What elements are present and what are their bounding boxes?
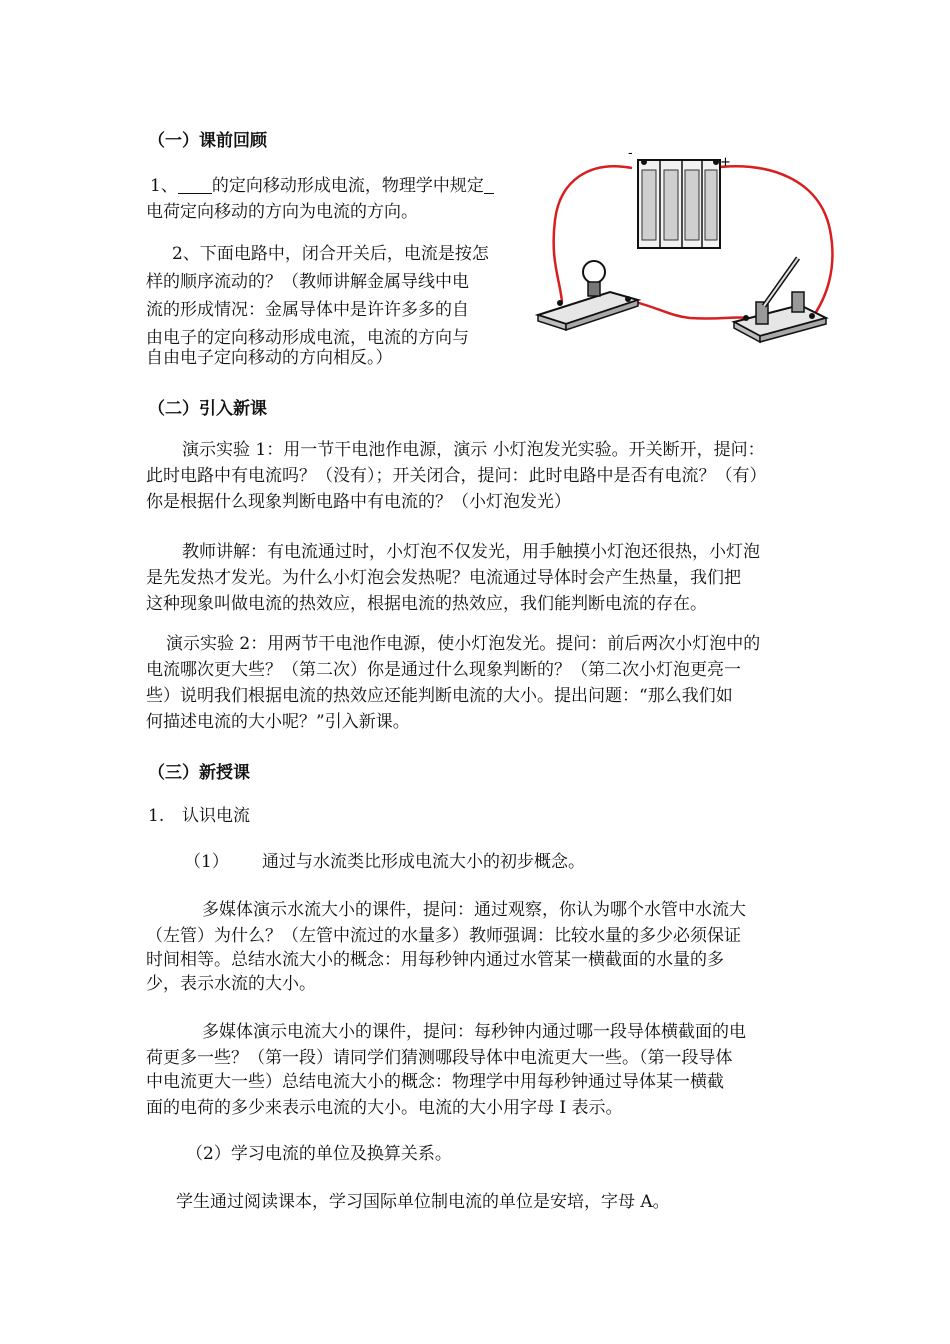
water-para-line-3: 时间相等。总结水流大小的概念：用每秒钟内通过水管某一横截面的水量的多 <box>146 950 724 970</box>
fill-blank-short <box>484 175 494 194</box>
intro-para2-line-2: 是先发热才发光。为什么小灯泡会发热呢？电流通过导体时会产生热量，我们把 <box>146 568 741 588</box>
unit-para: 学生通过阅读课本，学习国际单位制电流的单位是安培，字母 A。 <box>176 1192 670 1212</box>
knife-switch-icon <box>734 258 826 342</box>
sub-item-number: （1） <box>184 852 229 872</box>
q1-line-2: 电荷定向移动的方向为电流的方向。 <box>146 202 418 222</box>
intro-para3-line-2: 电流哪次更大些？（第二次）你是通过什么现象判断的？（第二次小灯泡更亮一 <box>146 660 741 680</box>
q1-prefix: 1、 <box>150 176 178 196</box>
intro-para2-line-1: 教师讲解：有电流通过时，小灯泡不仅发光，用手触摸小灯泡还很热，小灯泡 <box>182 542 760 562</box>
review-question-1 <box>150 172 494 200</box>
list-item-text: 认识电流 <box>182 806 250 826</box>
q2-line-3: 流的形成情况：金属导体中是许许多多的自 <box>146 300 469 320</box>
current-para-line-3: 中电流更大一些）总结电流大小的概念：物理学中用每秒钟通过导体某一横截 <box>146 1072 724 1092</box>
light-bulb-icon <box>538 261 638 330</box>
circuit-wire <box>628 300 746 319</box>
section-heading-review: （一）课前回顾 <box>148 131 267 151</box>
current-para-line-4: 面的电荷的多少来表示电流的大小。电流的大小用字母 I 表示。 <box>146 1098 623 1118</box>
current-para-line-2: 荷更多一些？（第一段）请同学们猜测哪段导体中电流更大一些。（第一段导体 <box>146 1048 733 1068</box>
q2-line-5: 自由电子定向移动的方向相反。） <box>146 348 393 368</box>
battery-minus-label: - <box>628 146 633 161</box>
section-heading-new-lesson: （三）新授课 <box>148 763 250 783</box>
q2-line-4: 由电子的定向移动形成电流，电流的方向与 <box>146 328 469 348</box>
battery-pack-icon <box>638 159 720 248</box>
intro-para1-line-2: 此时电路中有电流吗？（没有）；开关闭合，提问：此时电路中是否有电流？（有） <box>146 466 767 486</box>
sub-item-2: （2）学习电流的单位及换算关系。 <box>186 1144 452 1164</box>
q1-text: 的定向移动形成电流，物理学中规定 <box>211 176 484 196</box>
section-heading-intro: （二）引入新课 <box>148 399 267 419</box>
current-para-line-1: 多媒体演示电流大小的课件，提问：每秒钟内通过哪一段导体横截面的电 <box>202 1022 746 1042</box>
water-para-line-2: （左管）为什么？（左管中流过的水量多）教师强调：比较水量的多少必须保证 <box>146 926 741 946</box>
intro-para1-line-3: 你是根据什么现象判断电路中有电流的？（小灯泡发光） <box>146 492 571 512</box>
circuit-diagram-figure <box>520 140 850 350</box>
sub-item-1 <box>184 848 585 876</box>
intro-para2-line-3: 这种现象叫做电流的热效应，根据电流的热效应，我们能判断电流的存在。 <box>146 594 707 614</box>
q2-line-1: 2、下面电路中，闭合开关后，电流是按怎 <box>172 244 489 264</box>
water-para-line-1: 多媒体演示水流大小的课件，提问：通过观察，你认为哪个水管中水流大 <box>202 900 746 920</box>
intro-para3-line-1: 演示实验 2：用两节干电池作电源，使小灯泡发光。提问：前后两次小灯泡中的 <box>166 634 761 654</box>
battery-plus-label: + <box>720 155 731 170</box>
list-item-1 <box>148 802 250 830</box>
intro-para3-line-3: 些）说明我们根据电流的热效应还能判断电流的大小。提出问题：“那么我们如 <box>146 686 733 706</box>
q2-line-2: 样的顺序流动的？（教师讲解金属导线中电 <box>146 272 469 292</box>
water-para-line-4: 少，表示水流的大小。 <box>146 974 316 994</box>
intro-para1-line-1: 演示实验 1：用一节干电池作电源，演示 小灯泡发光实验。开关断开，提问： <box>182 440 765 460</box>
sub-item-text: 通过与水流类比形成电流大小的初步概念。 <box>262 852 585 872</box>
fill-blank <box>178 175 212 194</box>
list-item-number: 1. <box>148 806 165 826</box>
intro-para3-line-4: 何描述电流的大小呢？”引入新课。 <box>146 712 410 732</box>
